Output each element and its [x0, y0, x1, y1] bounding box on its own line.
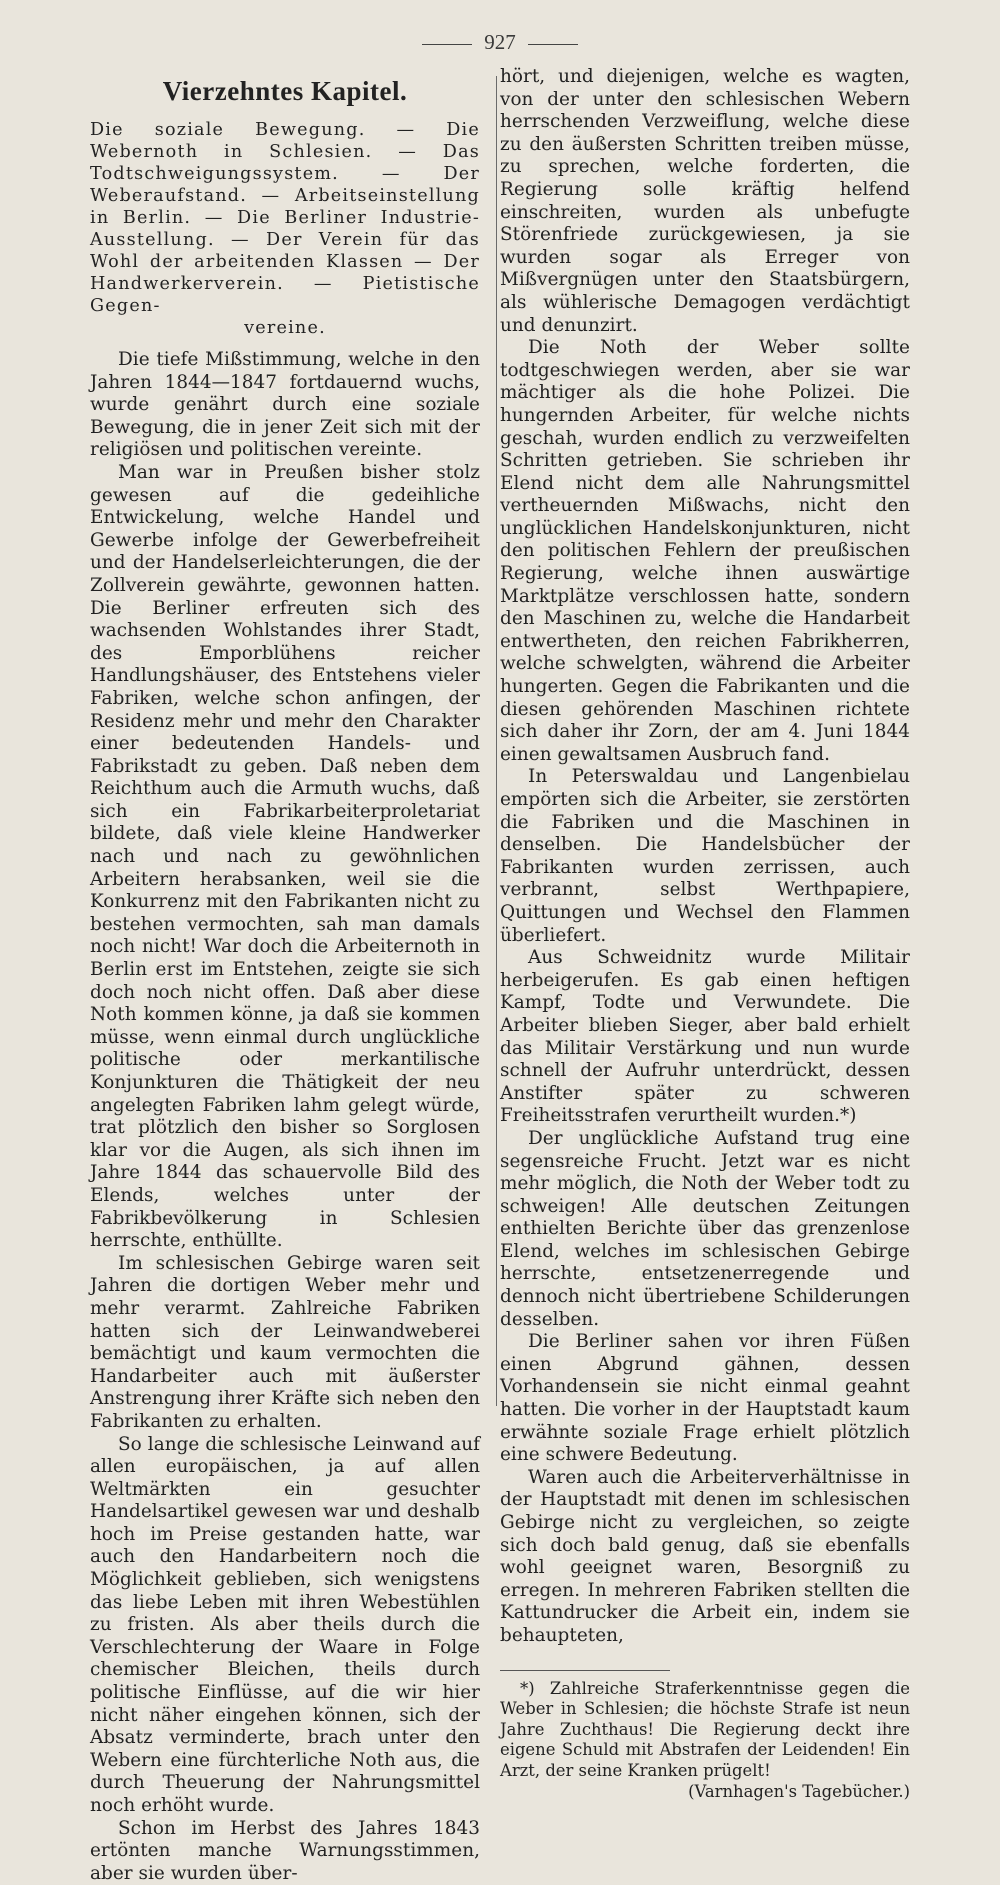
- left-column: [90, 66, 480, 1885]
- footnote: [500, 1678, 910, 1801]
- paragraph: Die Berliner sahen vor ihren Füßen einen Abgrund gähnen, dessen Vorhandensein sie nicht einmal geahnt hatten. Die vorher in der Hauptstadt kaum erwähnte soziale Frage erhielt plötzlich eine schwere Bedeutung.: [500, 1331, 910, 1466]
- page-number: 927: [484, 30, 516, 54]
- paragraph: In Peterswaldau und Langenbielau empörten sich die Arbeiter, sie zerstörten die Fabriken und die Maschinen in denselben. Die Handelsbücher der Fabrikanten wurden zerrissen, auch verbrannt, selbst Werthpapiere, Quittungen und Wechsel den Flammen überliefert.: [500, 766, 910, 946]
- paragraph: Der unglückliche Aufstand trug eine segensreiche Frucht. Jetzt war es nicht mehr möglich, die Noth der Weber todt zu schweigen! Alle deutschen Zeitungen enthielten Berichte über das grenzenlose Elend, welches im schlesischen Gebirge herrschte, entsetzenerregende und dennoch nicht übertriebene Schilderungen desselben.: [500, 1127, 910, 1330]
- paragraph-continuation: hört, und diejenigen, welche es wagten, von der unter den schlesischen Webern herrschenden Verzweiflung, welche diese zu den äußersten Schritten treiben müsse, zu sprechen, welche forderten, die Regierung solle kräftig helfend einschreiten, wurden als unbefugte Störenfriede zurückgewiesen, ja sie wurden sogar als Erreger von Mißvergnügen unter den Staatsbürgern, als wühlerische Demagogen verdächtigt und denunzirt.: [500, 66, 910, 336]
- chapter-title: Vierzehntes Kapitel.: [162, 76, 408, 106]
- paragraph: Im schlesischen Gebirge waren seit Jahren die dortigen Weber mehr und mehr verarmt. Zahlreiche Fabriken hatten sich der Leinwandweberei bemächtigt und kaum vermochten die Handarbeiter auch mit äußerster Anstrengung ihrer Kräfte sich neben den Fabrikanten zu erhalten.: [90, 1252, 480, 1432]
- page-header: [0, 30, 1000, 55]
- right-column: [500, 66, 910, 1802]
- footnote-rule: [500, 1670, 670, 1671]
- column-divider: [496, 76, 497, 1406]
- paragraph: Die Noth der Weber sollte todtgeschwiegen werden, aber sie war mächtiger als die hohe Polizei. Die hungernden Arbeiter, für welche nichts geschah, wurden endlich zu verzweifelten Schritten getrieben. Sie schrieben ihr Elend nicht dem alle Nahrungsmittel vertheuernden Mißwachs, nicht den unglücklichen Handelskonjunkturen, nicht den politischen Fehlern der preußischen Regierung, welche ihnen auswärtige Marktplätze verschlossen hatte, sondern den Maschinen zu, welche die Handarbeit entwertheten, den reichen Fabrikherren, welche schwelgten, während die Arbeiter hungerten. Gegen die Fabrikanten und die diesen gehörenden Maschinen richtete sich daher ihr Zorn, der am 4. Juni 1844 einen gewaltsamen Ausbruch fand.: [500, 337, 910, 765]
- header-rule-left: [422, 44, 472, 45]
- chapter-summary: [90, 119, 480, 339]
- footnote-source: (Varnhagen's Tagebücher.): [688, 1781, 910, 1801]
- paragraph: Schon im Herbst des Jahres 1843 ertönten manche Warnungsstimmen, aber sie wurden über-: [90, 1817, 480, 1884]
- header-rule-right: [528, 44, 578, 45]
- paragraph: Aus Schweidnitz wurde Militair herbeigerufen. Es gab einen heftigen Kampf, Todte und Verwundete. Die Arbeiter blieben Sieger, aber bald erhielt das Militair Verstärkung und nun wurde schnell der Aufruhr unterdrückt, dessen Anstifter später zu schweren Freiheitsstrafen verurtheilt wurden.*): [500, 947, 910, 1127]
- paragraph: Die tiefe Mißstimmung, welche in den Jahren 1844—1847 fortdauernd wuchs, wurde genährt durch eine soziale Bewegung, die in jener Zeit sich mit der religiösen und politischen vereinte.: [90, 349, 480, 461]
- chapter-summary-text: Die soziale Bewegung. — Die Webernoth in Schlesien. — Das Todtschweigungssystem. — Der Weberaufstand. — Arbeitseinstellung in Berlin. — Die Berliner Industrie-Ausstellung. — Der Verein für das Wohl der arbeitenden Klassen — Der Handwerkerverein. — Pietistische Gegen-: [90, 120, 480, 316]
- paragraph: So lange die schlesische Leinwand auf allen europäischen, ja auf allen Weltmärkten ein gesuchter Handelsartikel gewesen war und deshalb hoch im Preise gestanden hatte, war auch den Handarbeitern noch die Möglichkeit geblieben, sich wenigstens das liebe Leben mit ihren Webestühlen zu fristen. Als aber theils durch die Verschlechterung der Waare in Folge chemischer Bleichen, theils durch politische Einflüsse, auf die wir hier nicht näher eingehen können, sich der Absatz verminderte, brach unter den Webern eine fürchterliche Noth aus, die durch Theuerung der Nahrungsmittel noch erhöht wurde.: [90, 1433, 480, 1816]
- paragraph: Waren auch die Arbeiterverhältnisse in der Hauptstadt mit denen im schlesischen Gebirge nicht zu vergleichen, so zeigte sich doch bald genug, daß sie ebenfalls wohl geeignet waren, Besorgniß zu erregen. In mehreren Fabriken stellten die Kattundrucker die Arbeit ein, indem sie behaupteten,: [500, 1466, 910, 1646]
- footnote-text: *) Zahlreiche Straferkenntnisse gegen die Weber in Schlesien; die höchste Strafe ist neun Jahre Zuchthaus! Die Regierung deckt ihre eigene Schuld mit Abstrafen der Leidenden! Ein Arzt, der seine Kranken prügelt!: [500, 1678, 910, 1780]
- chapter-summary-last: vereine.: [244, 318, 326, 338]
- paragraph: Man war in Preußen bisher stolz gewesen auf die gedeihliche Entwickelung, welche Handel und Gewerbe infolge der Gewerbefreiheit und der Handelserleichterungen, die der Zollverein gewährte, gewonnen hatten. Die Berliner erfreuten sich des wachsenden Wohlstandes ihrer Stadt, des Emporblühens reicher Handlungshäuser, des Entstehens vieler Fabriken, welche schon anfingen, der Residenz mehr und mehr den Charakter einer bedeutenden Handels- und Fabrikstadt zu geben. Daß neben dem Reichthum auch die Armuth wuchs, daß sich ein Fabrikarbeiterproletariat bildete, daß viele kleine Handwerker nach und nach zu gewöhnlichen Arbeitern herabsanken, weil sie die Konkurrenz mit den Fabrikanten nicht zu bestehen vermochten, sah man damals noch nicht! War doch die Arbeiternoth in Berlin erst im Entstehen, zeigte sie sich doch noch nicht offen. Daß aber diese Noth kommen könne, ja daß sie kommen müsse, wenn einmal durch unglückliche politische oder merkantilische Konjunkturen die Thätigkeit der neu angelegten Fabriken lahm gelegt würde, trat plötzlich den bisher so Sorglosen klar vor die Augen, als sich ihnen im Jahre 1844 das schauervolle Bild des Elends, welches unter der Fabrikbevölkerung in Schlesien herrschte, enthüllte.: [90, 461, 480, 1252]
